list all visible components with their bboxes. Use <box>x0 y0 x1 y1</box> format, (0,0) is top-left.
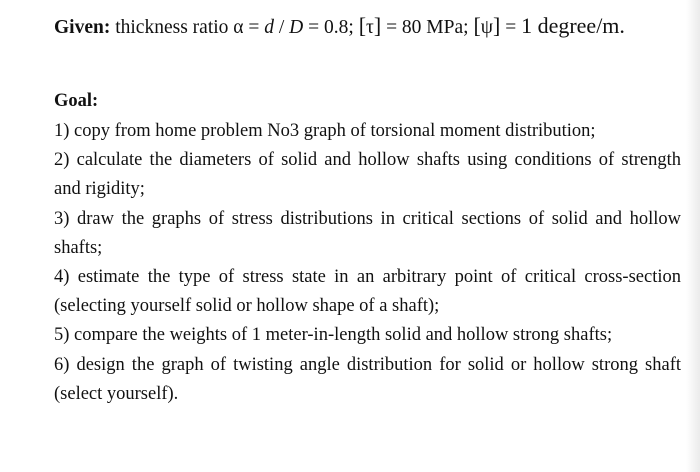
goal-item-6: 6) design the graph of twisting angle distribution for solid or hollow strong shaft (select yourself). <box>54 354 681 404</box>
goal-item-5: 5) compare the weights of 1 meter-in-length solid and hollow strong shafts; <box>54 325 613 346</box>
goal-item-4: 4) estimate the type of stress state in an arbitrary point of critical cross-section (selecting yourself solid or hollow shape of a shaft); <box>54 267 681 317</box>
given-line <box>54 13 625 41</box>
given-label: Given: <box>54 17 111 38</box>
alpha-symbol: α <box>233 17 244 38</box>
goal-heading: Goal: <box>54 91 99 111</box>
goal-list <box>54 117 681 409</box>
given-text: thickness ratio <box>110 17 234 38</box>
tau-close-bracket: ] <box>373 13 382 38</box>
tau-symbol: τ <box>366 17 374 38</box>
goal-item-1: 1) copy from home problem No3 graph of torsional moment distribution; <box>54 121 596 141</box>
ratio-value: = 0.8; <box>303 17 359 38</box>
slash: / <box>274 17 290 38</box>
psi-symbol: ψ <box>480 17 493 38</box>
page-edge-shadow <box>686 0 700 472</box>
stress-value: = 80 MPa; <box>381 17 474 38</box>
psi-open-bracket: [ <box>473 13 481 38</box>
goal-item-2: 2) calculate the diameters of solid and hollow shafts using conditions of strength and rigidity; <box>54 150 681 200</box>
variable-d: d <box>264 17 274 38</box>
angle-value: 1 <box>521 13 533 38</box>
equals-sign: = <box>243 17 265 38</box>
equals-sign-2: = <box>500 17 522 38</box>
tau-open-bracket: [ <box>358 13 367 38</box>
psi-close-bracket: ] <box>493 13 501 38</box>
variable-D: D <box>289 17 304 38</box>
goal-item-3: 3) draw the graphs of stress distributions in critical sections of solid and hollow shafts; <box>54 208 681 258</box>
angle-unit: degree/m. <box>532 13 625 38</box>
